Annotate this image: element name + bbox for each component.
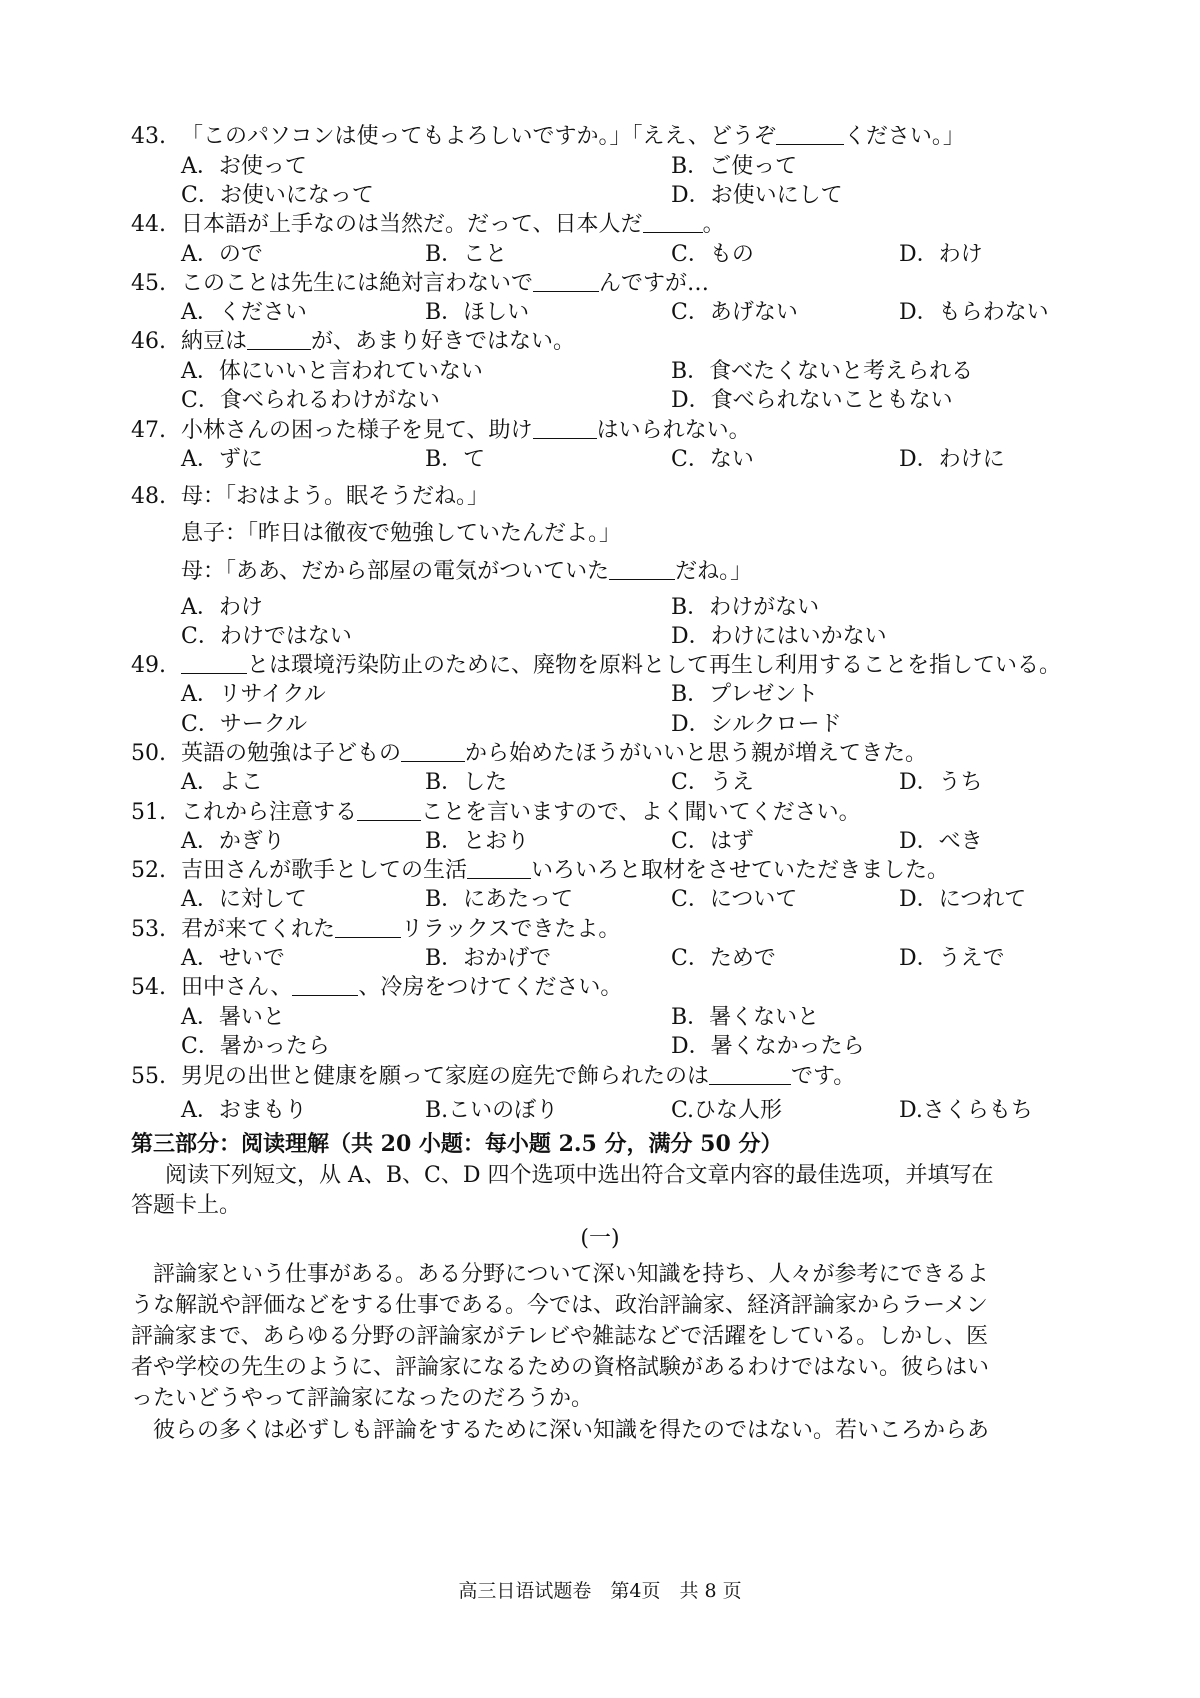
question-stem: 男児の出世と健康を願って家庭の庭先で飾られたのは です。 — [181, 1064, 856, 1089]
question-number: 48. — [131, 484, 166, 509]
section-instruction-2: 答题卡上。 — [131, 1193, 242, 1218]
question-stem: 日本語が上手なのは当然だ。だって、日本人だ 。 — [181, 212, 725, 237]
option-c: C．ない — [671, 447, 754, 472]
option-b: B．暑くないと — [671, 1005, 820, 1030]
option-a: A．ので — [181, 242, 263, 267]
dialog-line-1: 母：「おはよう。眠そうだね。」 — [181, 484, 490, 509]
option-d: D．もらわない — [899, 300, 1049, 325]
option-a: A．ください — [181, 300, 307, 325]
option-a: A．せいで — [181, 946, 285, 971]
option-d: D．シルクロード — [671, 712, 842, 737]
question-number: 46. — [131, 329, 166, 354]
question-stem: これから注意する ことを言いますので、よく聞いてください。 — [181, 800, 861, 825]
option-b: B．て — [425, 447, 486, 472]
option-a: A．ずに — [181, 447, 263, 472]
option-b: B．した — [425, 770, 508, 795]
question-stem: 英語の勉強は子どもの から始めたほうがいいと思う親が増えてきた。 — [181, 741, 928, 766]
question-number: 54. — [131, 975, 166, 1000]
option-d: D．わけにはいかない — [671, 624, 887, 649]
option-c: C．暑かったら — [181, 1034, 330, 1059]
passage-line-3: 評論家まで、あらゆる分野の評論家がテレビや雑誌などで活躍をしている。しかし、医 — [131, 1324, 989, 1349]
question-stem: 君が来てくれた リラックスできたよ。 — [181, 917, 621, 942]
question-number: 53. — [131, 917, 166, 942]
question-stem: 母：「ああ、だから部屋の電気がついていた だね。」 — [181, 559, 753, 584]
option-b: B．食べたくないと考えられる — [671, 359, 974, 384]
question-number: 52. — [131, 858, 166, 883]
passage-label: (一) — [580, 1226, 620, 1251]
dialog-line-2: 息子：「昨日は徹夜で勉強していたんだよ。」 — [181, 521, 622, 546]
passage-line-5: ったいどうやって評論家になったのだろうか。 — [131, 1386, 594, 1411]
option-a: A．お使って — [181, 154, 307, 179]
option-a: A．暑いと — [181, 1005, 285, 1030]
question-stem: 納豆は が、あまり好きではない。 — [181, 329, 576, 354]
passage-line-1: 評論家という仕事がある。ある分野について深い知識を持ち、人々が参考にできるよ — [153, 1262, 989, 1287]
option-c: C．サークル — [181, 712, 308, 737]
option-b: B．おかげで — [425, 946, 552, 971]
option-c: C．はず — [671, 829, 754, 854]
option-a: A．おまもり — [181, 1098, 307, 1123]
question-stem: 吉田さんが歌手としての生活 いろいろと取材をさせていただきました。 — [181, 858, 950, 883]
question-stem: とは環境汚染防止のために、廃物を原料として再生し利用することを指している。 — [181, 651, 1061, 681]
option-c: C．お使いになって — [181, 183, 374, 208]
passage-line-4: 者や学校の先生のように、評論家になるための資格試験があるわけではない。彼らはい — [131, 1355, 990, 1380]
option-d: D．べき — [899, 829, 983, 854]
option-b: B．わけがない — [671, 595, 820, 620]
option-a: A．体にいいと言われていない — [181, 359, 483, 384]
option-c: C.ひな人形 — [671, 1098, 783, 1123]
option-d: D．暑くなかったら — [671, 1034, 865, 1059]
question-number: 47. — [131, 418, 166, 443]
option-b: B．ご使って — [671, 154, 798, 179]
page-footer: 高三日语试题卷 第4页 共 8 页 — [458, 1580, 742, 1602]
question-stem: 田中さん、 、冷房をつけてください。 — [181, 975, 623, 1000]
question-number: 45. — [131, 271, 166, 296]
option-b: B．ほしい — [425, 300, 530, 325]
option-d: D．うえで — [899, 946, 1005, 971]
question-stem: 「このパソコンは使ってもよろしいですか。」「ええ、どうぞ ください。」 — [181, 124, 965, 149]
question-number: 43. — [131, 124, 166, 149]
question-stem: このことは先生には絶対言わないで んですが… — [181, 271, 710, 296]
option-c: C．うえ — [671, 770, 754, 795]
option-d: D.さくらもち — [899, 1098, 1033, 1123]
option-c: C．あげない — [671, 300, 798, 325]
question-number: 50. — [131, 741, 166, 766]
question-number: 51. — [131, 800, 166, 825]
option-a: A．かぎり — [181, 829, 285, 854]
option-a: A．リサイクル — [181, 682, 326, 707]
option-b: B．プレゼント — [671, 682, 819, 707]
option-d: D．お使いにして — [671, 183, 843, 208]
option-c: C．わけではない — [181, 624, 352, 649]
option-d: D．につれて — [899, 887, 1027, 912]
section-instruction-1: 阅读下列短文，从 A、B、C、D 四个选项中选出符合文章内容的最佳选项，并填写在 — [165, 1163, 994, 1188]
option-d: D．わけに — [899, 447, 1005, 472]
option-d: D．食べられないこともない — [671, 388, 953, 413]
option-c: C．もの — [671, 242, 754, 267]
question-stem: 小林さんの困った様子を見て、助け はいられない。 — [181, 418, 751, 443]
option-a: A．よこ — [181, 770, 263, 795]
option-a: A．わけ — [181, 595, 263, 620]
option-d: D．うち — [899, 770, 983, 795]
option-a: A．に対して — [181, 887, 307, 912]
question-number: 44. — [131, 212, 166, 237]
option-b: B.こいのぼり — [425, 1098, 559, 1123]
question-number: 55. — [131, 1064, 166, 1089]
option-c: C．について — [671, 887, 798, 912]
option-d: D．わけ — [899, 242, 983, 267]
passage-line-6: 彼らの多くは必ずしも評論をするために深い知識を得たのではない。若いころからあ — [153, 1418, 990, 1443]
passage-line-2: うな解説や評価などをする仕事である。今では、政治評論家、経済評論家からラーメン — [131, 1293, 988, 1318]
option-b: B．にあたって — [425, 887, 574, 912]
option-c: C．ためで — [671, 946, 776, 971]
option-c: C．食べられるわけがない — [181, 388, 440, 413]
option-b: B．とおり — [425, 829, 530, 854]
section-title: 第三部分：阅读理解（共 20 小题：每小题 2.5 分，满分 50 分） — [131, 1131, 783, 1157]
question-number: 49. — [131, 653, 166, 678]
option-b: B．こと — [425, 242, 508, 267]
